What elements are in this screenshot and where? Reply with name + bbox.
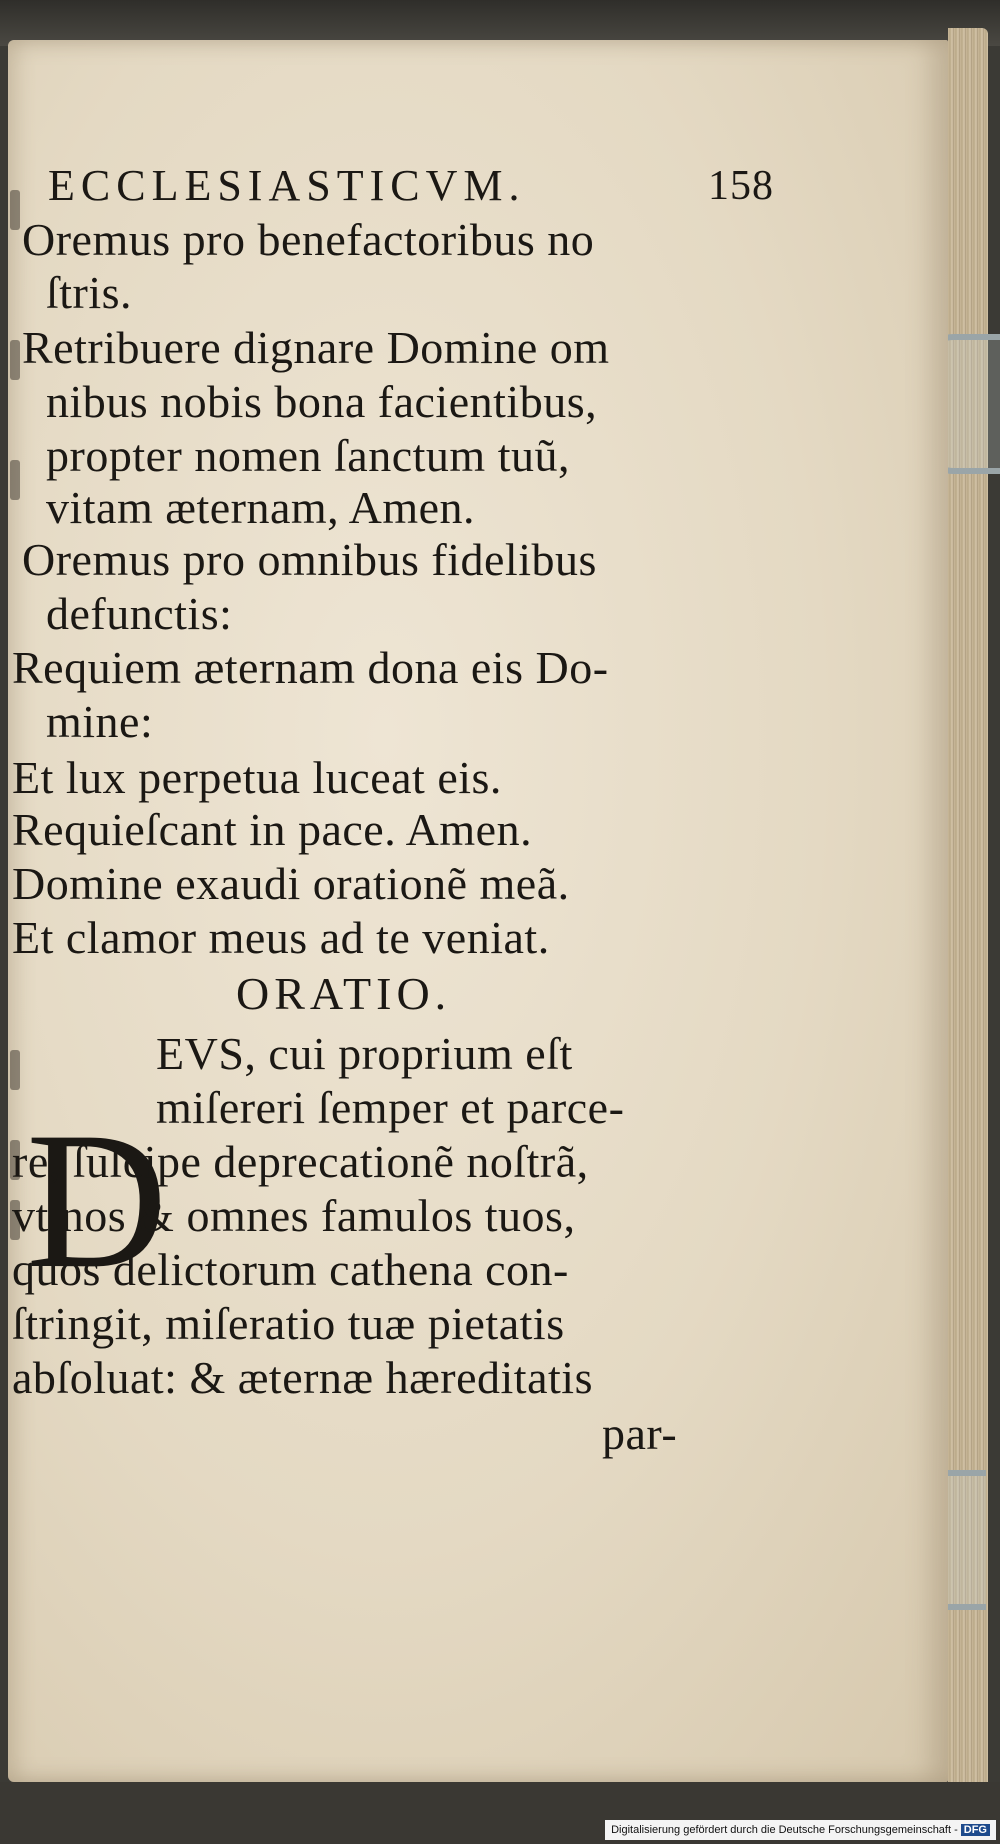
digitization-credit [605, 1820, 996, 1840]
text-line: nibus nobis bona facientibus, [46, 376, 598, 427]
text-line: Oremus pro omnibus fidelibus [22, 534, 597, 585]
text-line: ſtringit, miſeratio tuæ pietatis [12, 1298, 565, 1349]
text-line: miſereri ſemper et parce- [156, 1082, 625, 1133]
text-line: defunctis: [46, 588, 233, 639]
text-line: Retribuere dignare Domine om [22, 322, 610, 373]
dfg-logo: DFG [961, 1824, 990, 1836]
book-page [8, 40, 948, 1782]
text-line: propter nomen ſanctum tuũ, [46, 430, 570, 481]
text-line: vt nos & omnes famulos tuos, [12, 1190, 576, 1241]
text-line: abſoluat: & æternæ hæreditatis [12, 1352, 593, 1403]
text-line: ſtris. [46, 267, 133, 318]
credit-text: Digitalisierung gefördert durch die Deutsche Forschungsgemeinschaft - [611, 1824, 958, 1836]
text-line: re, ſuſcipe deprecationẽ noſtrã, [12, 1136, 589, 1187]
text-line: Et lux perpetua luceat eis. [12, 752, 502, 803]
text-line: EVS, cui proprium eſt [156, 1028, 573, 1079]
running-head: ECCLESIASTICVM. [48, 161, 526, 210]
page-number: 158 [708, 163, 774, 209]
text-line: Oremus pro benefactoribus no [22, 214, 595, 265]
drop-cap: D [26, 1092, 168, 1309]
text-line: mine: [46, 696, 154, 747]
section-heading: ORATIO. [236, 968, 452, 1019]
text-line: Domine exaudi orationẽ meã. [12, 858, 570, 909]
text-line: quos delictorum cathena con- [12, 1244, 569, 1295]
text-line: vitam æternam, Amen. [46, 482, 476, 533]
text-line: Requieſcant in pace. Amen. [12, 804, 533, 855]
text-line: Et clamor meus ad te veniat. [12, 912, 550, 963]
catchword: par- [602, 1408, 678, 1459]
text-line: Requiem æternam dona eis Do- [12, 642, 609, 693]
